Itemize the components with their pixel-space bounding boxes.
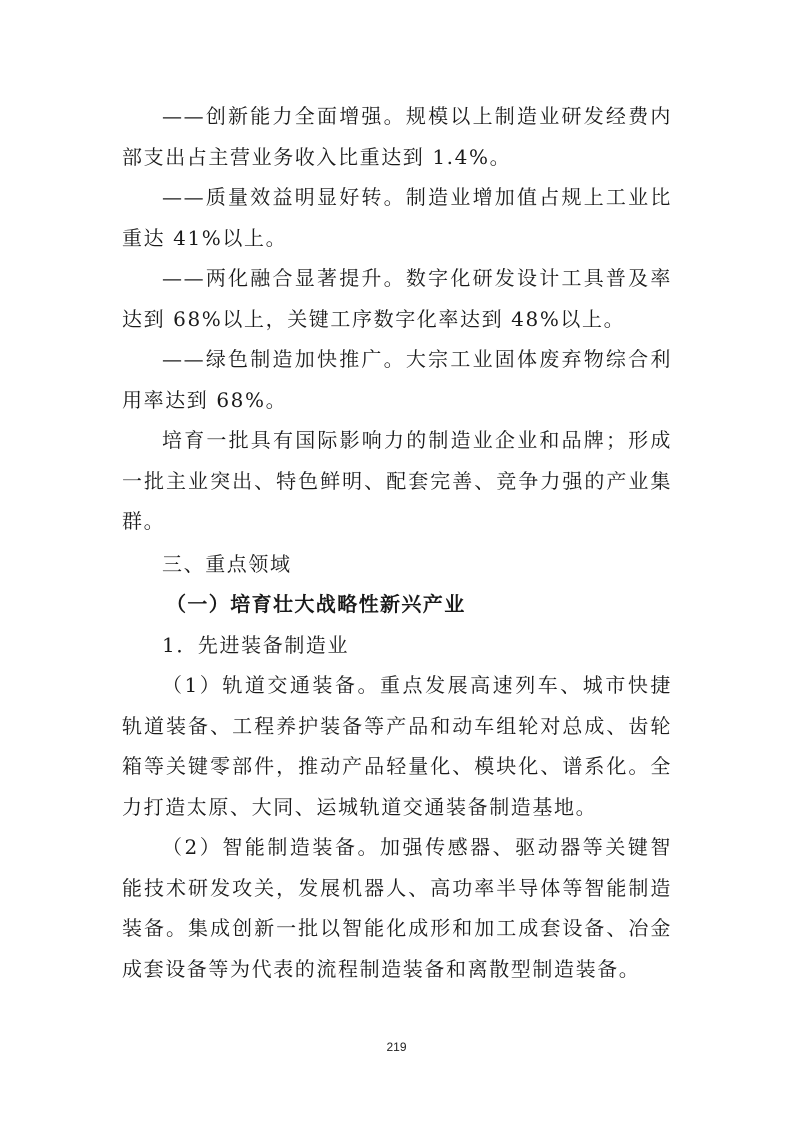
document-body	[122, 96, 672, 989]
paragraph-smart: （2）智能制造装备。加强传感器、驱动器等关键智能技术研发攻关，发展机器人、高功率半导体等智能制造装备。集成创新一批以智能化成形和加工成套设备、冶金成套设备等为代表的流程制造装备和离散型制造装备。	[122, 835, 672, 981]
paragraph-green: ——绿色制造加快推广。大宗工业固体废弃物综合利用率达到 68%。	[122, 347, 672, 412]
subsection-heading: （一）培育壮大战略性新兴产业	[166, 592, 466, 616]
page-number: 219	[386, 1040, 407, 1054]
paragraph-innovation: ——创新能力全面增强。规模以上制造业研发经费内部支出占主营业务收入比重达到 1.4%。	[122, 104, 672, 169]
paragraph-integration: ——两化融合显著提升。数字化研发设计工具普及率达到 68%以上，关键工序数字化率达到 48%以上。	[122, 266, 672, 331]
paragraph-quality: ——质量效益明显好转。制造业增加值占规上工业比重达 41%以上。	[122, 185, 672, 250]
paragraph-cultivate: 培育一批具有国际影响力的制造业企业和品牌；形成一批主业突出、特色鲜明、配套完善、竞争力强的产业集群。	[122, 428, 672, 533]
section-heading: 三、重点领域	[162, 551, 292, 576]
item-heading: 1．先进装备制造业	[162, 632, 350, 657]
paragraph-rail: （1）轨道交通装备。重点发展高速列车、城市快捷轨道装备、工程养护装备等产品和动车组轮对总成、齿轮箱等关键零部件，推动产品轻量化、模块化、谱系化。全力打造太原、大同、运城轨道交通装备制造基地。	[122, 673, 672, 819]
